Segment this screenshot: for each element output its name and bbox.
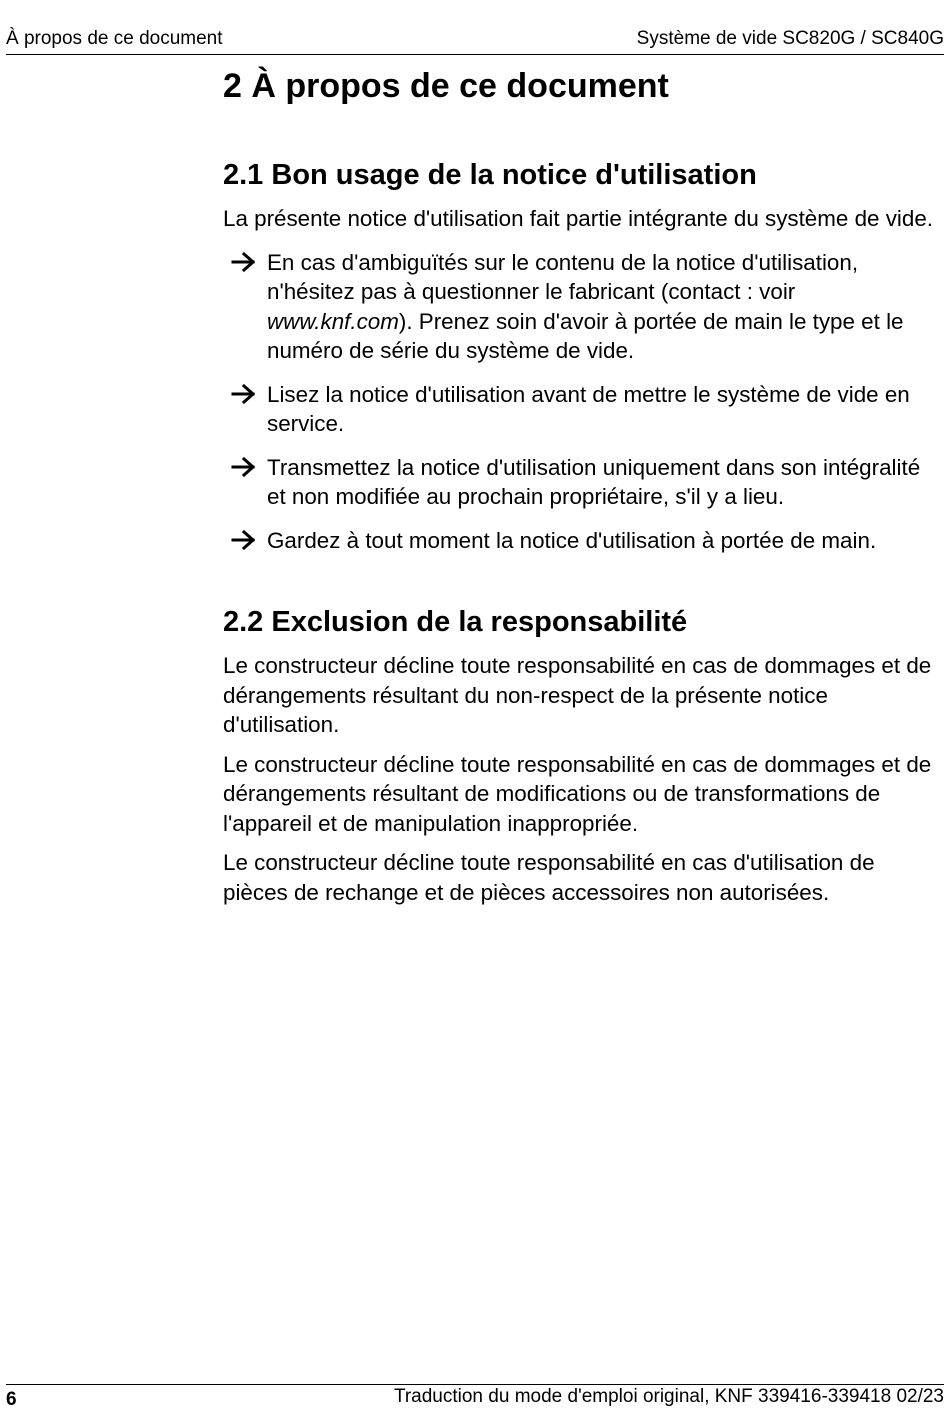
instruction-text: Lisez la notice d'utilisation avant de mettre le système de vide en service. [267,381,910,436]
section-2-1-intro: La présente notice d'utilisation fait partie intégrante du système de vide. [223,206,934,231]
header-product-name: Système de vide SC820G / SC840G [636,28,944,49]
knf-website-link[interactable]: www.knf.com [267,308,399,334]
instruction-item [223,526,933,556]
section-heading-2-1: 2.1 Bon usage de la notice d'utilisation [223,159,757,191]
right-arrow-icon [231,456,257,478]
liability-paragraph: Le constructeur décline toute responsabilité en cas de dommages et de dérangements résultant de modifications ou de transformations de l'appareil et de manipulation inappropriée. [223,751,932,836]
instruction-item [223,380,933,439]
chapter-title: 2 À propos de ce document [223,67,669,105]
liability-paragraph: Le constructeur décline toute responsabilité en cas de dommages et de dérangements résultant du non-respect de la présente notice d'utilisation. [223,653,932,737]
instruction-text: Transmettez la notice d'utilisation uniquement dans son intégralité et non modifiée au prochain propriétaire, s'il y a lieu. [267,454,921,509]
section-heading-2-2: 2.2 Exclusion de la responsabilité [223,606,688,638]
page-number: 6 [6,1389,17,1410]
running-header [6,28,944,55]
running-footer [6,1384,944,1409]
right-arrow-icon [231,251,257,273]
instruction-text: En cas d'ambiguïtés sur le contenu de la notice d'utilisation, n'hésitez pas à questionner le fabricant (contact : voir www.knf.com). Prenez soin d'avoir à portée de main le type et le numéro de série du système de vide. [267,249,904,363]
footer-document-reference: Traduction du mode d'emploi original, KNF 339416-339418 02/23 [393,1386,944,1407]
instruction-item [223,453,933,512]
right-arrow-icon [231,529,257,551]
header-section-title: À propos de ce document [6,28,223,49]
right-arrow-icon [231,383,257,405]
instruction-item [223,248,933,366]
main-content [223,60,933,907]
liability-paragraph: Le constructeur décline toute responsabilité en cas d'utilisation de pièces de rechange et de pièces accessoires non autorisées. [223,850,875,905]
instruction-text: Gardez à tout moment la notice d'utilisation à portée de main. [267,527,877,553]
